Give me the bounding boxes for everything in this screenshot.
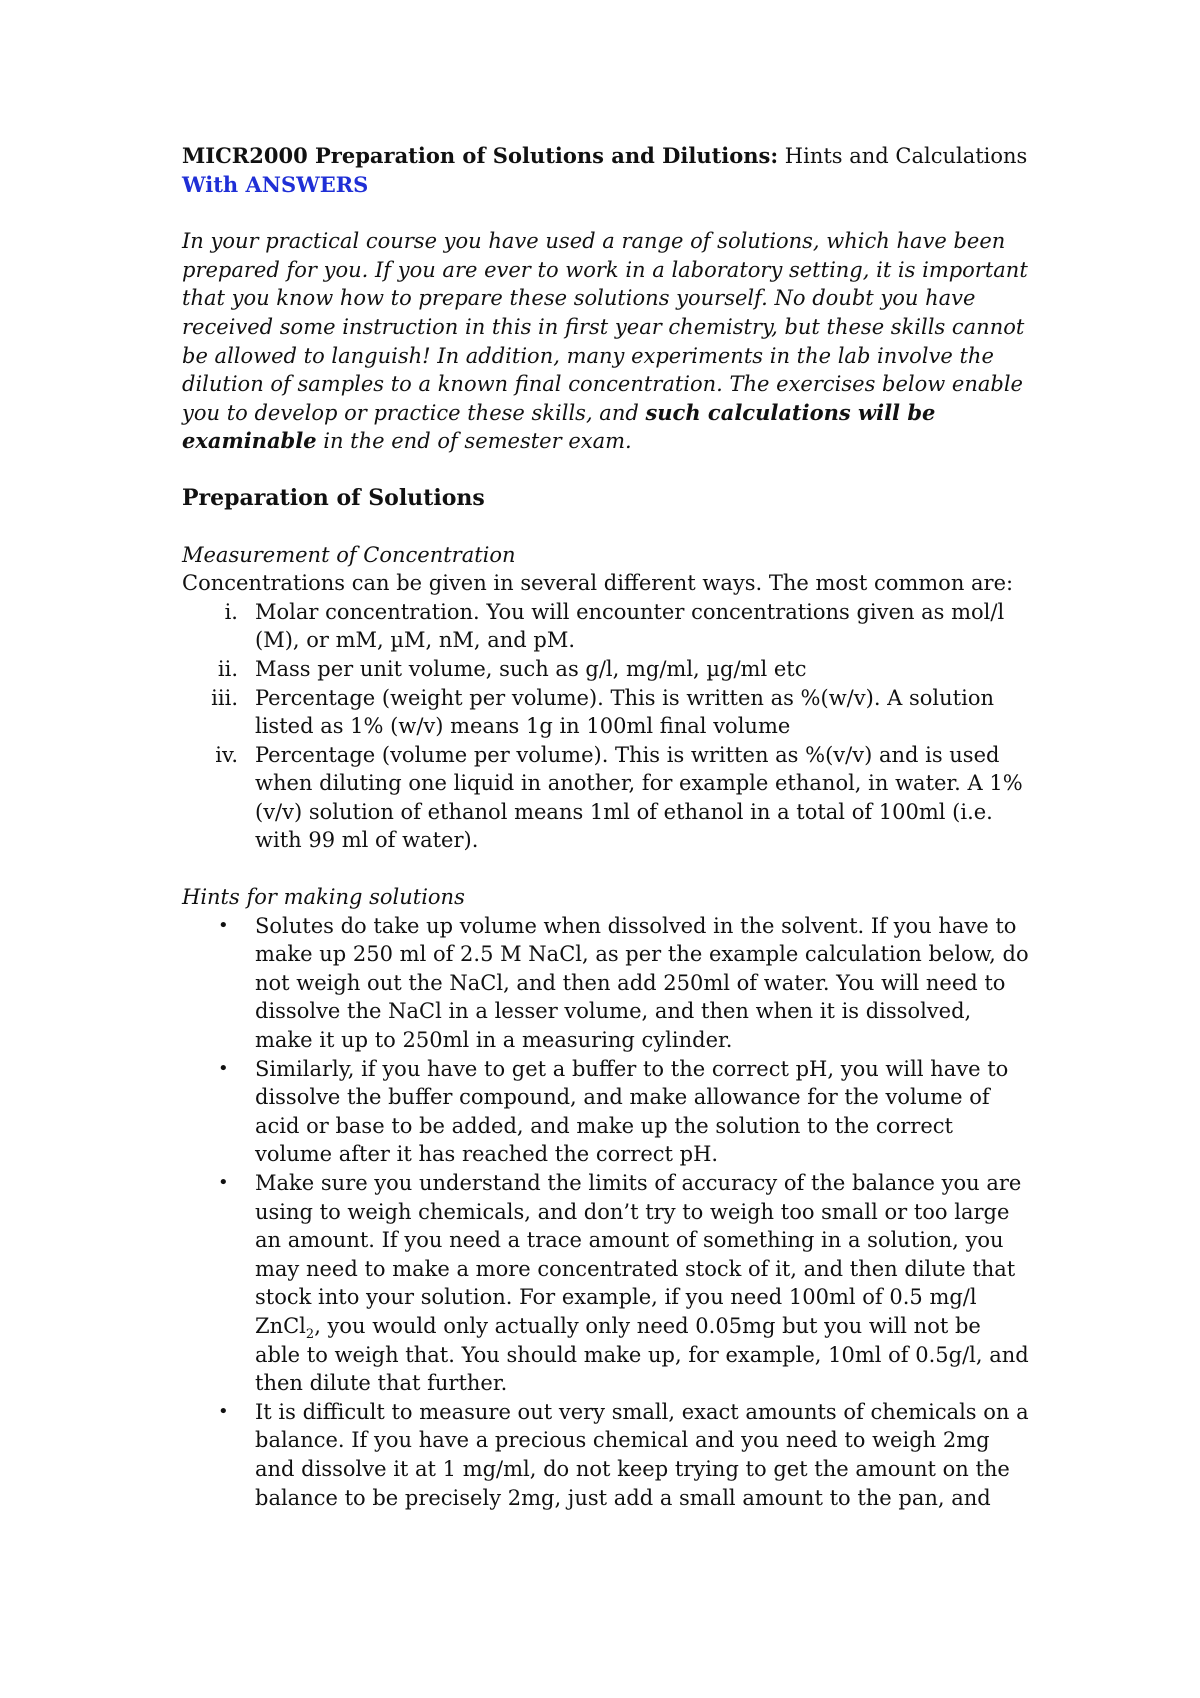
list-marker: i. bbox=[224, 599, 238, 624]
list-item bbox=[182, 741, 1032, 855]
hint-text: Solutes do take up volume when dissolved in the solvent. If you have to make up 250 ml of 2.5 M NaCl, as per the example calculation below, do not weigh out the NaCl, and then add 250ml of water. You will need to dissolve the NaCl in a lesser volume, and then when it is dissolved, make it up to 250ml in a measuring cylinder. bbox=[255, 913, 1029, 1053]
list-item bbox=[182, 655, 1032, 684]
document-page bbox=[182, 142, 1032, 1512]
bullet-icon: • bbox=[218, 914, 229, 936]
bullet-icon: • bbox=[218, 1057, 229, 1079]
list-marker: iii. bbox=[211, 685, 238, 710]
intro-bold: such calculations will be examinable bbox=[182, 399, 936, 454]
intro-text-2: in the end of semester exam. bbox=[316, 429, 632, 454]
hints-heading: Hints for making solutions bbox=[182, 885, 465, 910]
hint-text-part-1: Make sure you understand the limits of accuracy of the balance you are using to weigh chemicals, and don’t try to weigh too small or too large an amount. If you need a trace amount of something in a solution, you may need to make a more concentrated stock of it, and then dilute that stock into your solution. For example, if you need 100ml of 0.5 mg/l ZnCl bbox=[255, 1171, 1022, 1338]
list-item bbox=[182, 598, 1032, 655]
section-heading: Preparation of Solutions bbox=[182, 484, 485, 511]
hint-text: It is difficult to measure out very small, exact amounts of chemicals on a balance. If you have a precious chemical and you need to weigh 2mg and dissolve it at 1 mg/ml, do not keep trying to get the amount on the balance to be precisely 2mg, just add a small amount to the pan, and bbox=[255, 1399, 1029, 1510]
list-item bbox=[182, 912, 1032, 1055]
list-item-text: Molar concentration. You will encounter concentrations given as mol/l (M), or mM, µM, nM, and pM. bbox=[255, 599, 1005, 653]
list-item bbox=[182, 1398, 1032, 1512]
list-item-text: Percentage (volume per volume). This is written as %(v/v) and is used when diluting one liquid in another, for example ethanol, in water. A 1% (v/v) solution of ethanol means 1ml of ethanol in a total of 100ml (i.e. with 99 ml of water). bbox=[255, 742, 1023, 853]
intro-text-1: In your practical course you have used a range of solutions, which have been prepared for you. If you are ever to work in a laboratory setting, it is important that you know how to prepare these solutions yourself. No doubt you have received some instruction in this in first year chemistry, but these skills cannot be allowed to languish! In addition, many experiments in the lab involve the dilution of samples to a known final concentration. The exercises below enable you to develop or practice these skills, and bbox=[182, 229, 1028, 425]
list-item bbox=[182, 1169, 1032, 1398]
measurement-heading: Measurement of Concentration bbox=[182, 542, 516, 567]
title-bold: MICR2000 Preparation of Solutions and Dilutions: bbox=[182, 143, 779, 168]
list-marker: iv. bbox=[215, 742, 238, 767]
answers-label: With ANSWERS bbox=[182, 171, 369, 197]
bullet-icon: • bbox=[218, 1172, 229, 1193]
list-item-text: Mass per unit volume, such as g/l, mg/ml, µg/ml etc bbox=[255, 656, 807, 681]
hint-text: Similarly, if you have to get a buffer to the correct pH, you will have to dissolve the buffer compound, and make allowance for the volume of acid or base to be added, and make up the solution to the correct volume after it has reached the correct pH. bbox=[255, 1056, 1009, 1167]
list-item bbox=[182, 684, 1032, 741]
measurement-lead: Concentrations can be given in several different ways. The most common are: bbox=[182, 571, 1014, 596]
title-rest: Hints and Calculations bbox=[778, 144, 1028, 168]
bullet-icon: • bbox=[218, 1400, 229, 1422]
hints-list bbox=[182, 912, 1032, 1512]
subscript: 2 bbox=[305, 1327, 315, 1343]
document-title bbox=[182, 142, 1032, 171]
concentration-list bbox=[182, 598, 1032, 855]
list-item-text: Percentage (weight per volume). This is written as %(w/v). A solution listed as 1% (w/v) means 1g in 100ml final volume bbox=[255, 685, 994, 739]
intro-paragraph bbox=[182, 227, 1032, 456]
hint-text-part-2: , you would only actually only need 0.05mg but you will not be able to weigh that. You should make up, for example, 10ml of 0.5g/l, and then dilute that further. bbox=[255, 1313, 1029, 1396]
list-marker: ii. bbox=[217, 656, 238, 681]
list-item bbox=[182, 1055, 1032, 1169]
